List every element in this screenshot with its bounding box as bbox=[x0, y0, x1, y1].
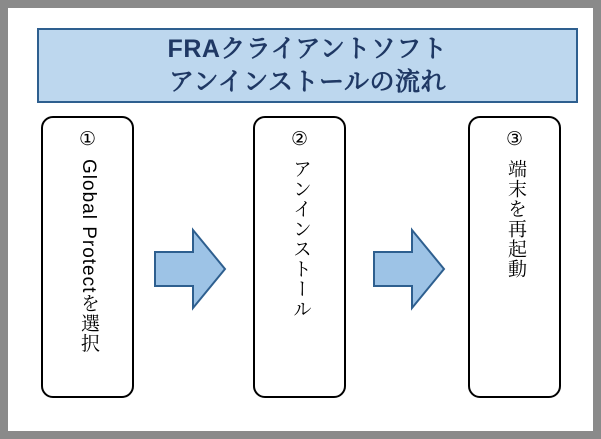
step-box-3 bbox=[468, 116, 561, 398]
step-label-3: 端末を再起動 bbox=[504, 159, 526, 279]
step-label-2: アンインストール bbox=[289, 159, 311, 319]
title-line-2: アンインストールの流れ bbox=[168, 67, 446, 96]
arrow-step1-to-step2 bbox=[153, 226, 227, 312]
diagram-canvas bbox=[8, 8, 593, 431]
arrow-step2-to-step3 bbox=[372, 226, 446, 312]
step-number-1: ① bbox=[78, 129, 97, 150]
step-number-2: ② bbox=[290, 129, 309, 150]
step-label-1: Global Protectを選択 bbox=[77, 159, 99, 354]
title-line-1: FRAクライアントソフト bbox=[167, 34, 448, 63]
step-box-2 bbox=[253, 116, 346, 398]
step-box-1 bbox=[41, 116, 134, 398]
step-number-3: ③ bbox=[505, 129, 524, 150]
title-banner bbox=[37, 28, 578, 103]
